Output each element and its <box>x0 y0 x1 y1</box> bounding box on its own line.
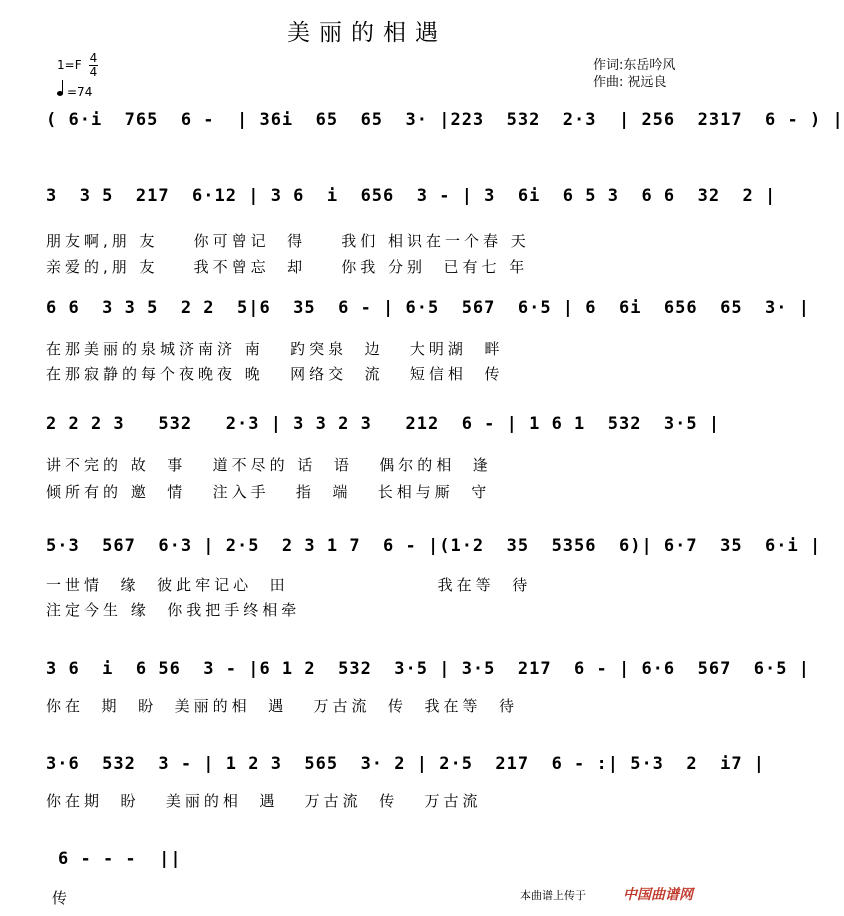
tempo-value: =74 <box>67 85 93 99</box>
notation-line: 5·3 567 6·3 | 2·5 2 3 1 7 6 - |(1·2 35 5356 6)| 6·7 35 6·i | <box>46 536 822 556</box>
lyricist-credit: 作词:东岳吟风 <box>593 58 676 73</box>
lyric-line: 朋友啊,朋 友 你可曾记 得 我们 相识在一个春 天 <box>46 232 530 250</box>
notation-line: 3 3 5 217 6·12 | 3 6 i 656 3 - | 3 6i 6 5 3 6 6 32 2 | <box>46 186 777 206</box>
lyric-line: 倾所有的 邀 情 注入手 指 端 长相与厮 守 <box>46 483 491 501</box>
lyric-line: 你在 期 盼 美丽的相 遇 万古流 传 我在等 待 <box>46 697 519 715</box>
lyric-line: 在那寂静的每个夜晚夜 晚 网络交 流 短信相 传 <box>46 365 504 383</box>
notation-line: 3 6 i 6 56 3 - |6 1 2 532 3·5 | 3·5 217 6 - | 6·6 567 6·5 | <box>46 659 810 679</box>
site-logo[interactable]: 中国曲谱网 <box>623 887 693 903</box>
notation-line: 6 - - - || <box>58 849 182 869</box>
time-signature <box>89 52 98 79</box>
score-row <box>0 108 844 168</box>
lyric-line: 你在期 盼 美丽的相 遇 万古流 传 万古流 <box>46 792 482 810</box>
lyric-line: 讲不完的 故 事 道不尽的 话 语 偶尔的相 逢 <box>46 456 492 474</box>
score-row <box>0 659 810 719</box>
lyric-line: 亲爱的,朋 友 我不曾忘 却 你我 分别 已有七 年 <box>46 258 529 276</box>
time-signature-bottom: 4 <box>89 65 98 79</box>
score-row <box>0 536 822 619</box>
credits <box>593 57 675 91</box>
time-signature-top: 4 <box>89 51 98 65</box>
page-title: 美丽的相遇 <box>287 20 447 46</box>
notation-line: 6 6 3 3 5 2 2 5|6 35 6 - | 6·5 567 6·5 | 6 6i 656 65 3· | <box>46 298 810 318</box>
score-row <box>0 754 766 814</box>
tempo-marking <box>57 85 92 99</box>
upload-note: 本曲谱上传于 <box>520 889 586 902</box>
lyric-line: 一世情 缘 彼此牢记心 田 我在等 待 <box>46 576 532 594</box>
score-row <box>0 186 777 276</box>
key-signature: 1=F <box>57 58 82 72</box>
score-row <box>0 414 734 501</box>
lyric-line: 传 <box>52 889 72 907</box>
notation-line: ( 6·i 765 6 - | 36i 65 65 3· |223 532 2·3 | 256 2317 6 - ) | <box>46 110 844 130</box>
notation-line: 2 2 2 3 532 2·3 | 3 3 2 3 212 6 - | 1 6 1 532 3·5 | <box>46 414 721 434</box>
notation-line: 3·6 532 3 - | 1 2 3 565 3· 2 | 2·5 217 6 - :| 5·3 2 i7 | <box>46 754 766 774</box>
quarter-note-icon <box>57 91 63 96</box>
composer-credit: 作曲: 祝远良 <box>593 75 667 90</box>
lyric-line: 注定今生 缘 你我把手终相牵 <box>46 601 301 619</box>
lyric-line: 在那美丽的泉城济南济 南 趵突泉 边 大明湖 畔 <box>46 340 504 358</box>
score-row <box>0 298 810 383</box>
